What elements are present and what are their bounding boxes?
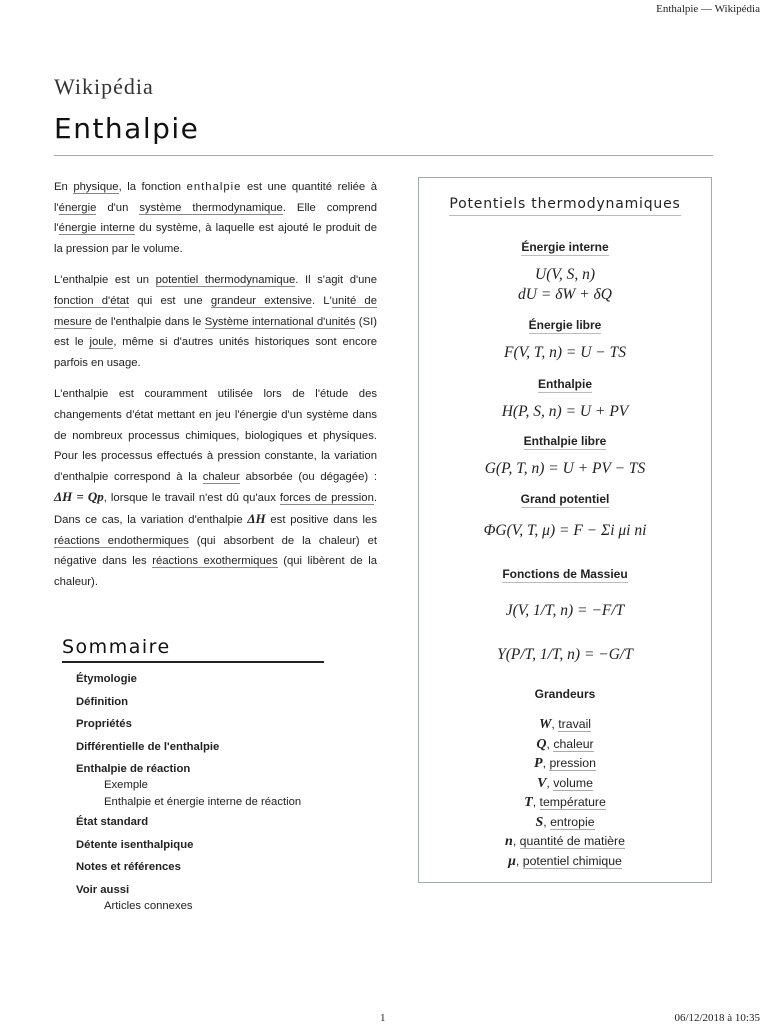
formula-delta-h-qp: ΔH = Qp	[54, 489, 104, 505]
infobox-heading-grand-potentiel[interactable]: Grand potentiel	[520, 492, 610, 506]
quantity-item: S, entropie	[535, 814, 595, 830]
formula-enthalpie-libre: G(P, T, n) = U + PV − TS	[484, 460, 646, 477]
quantity-item: P, pression	[534, 756, 596, 771]
toc-subitem-articles-connexes[interactable]: Articles connexes	[104, 899, 193, 912]
page-number: 1	[380, 1012, 386, 1024]
formula-delta-h: ΔH	[247, 510, 266, 526]
link-entropie[interactable]: entropie	[550, 814, 595, 829]
link-travail[interactable]: travail	[558, 717, 592, 731]
quantity-item: n, quantité de matière	[505, 834, 625, 849]
link-volume[interactable]: volume	[553, 775, 593, 790]
link-reactions-exothermiques[interactable]: réactions exothermiques	[152, 555, 278, 568]
toc-item-voir-aussi[interactable]	[76, 882, 324, 915]
formula-energie-interne: U(V, S, n)	[535, 266, 595, 283]
toc-title: Sommaire	[62, 636, 324, 663]
paragraph-intro: En physique, la fonction enthalpie est une quantité reliée à l'énergie d'un système thermodynamique. Elle comprend l'énergie interne du système, à laquelle est ajouté le produit de la pression par le volume.	[54, 181, 377, 255]
quantity-item: μ, potentiel chimique	[508, 853, 622, 869]
link-systeme-thermodynamique[interactable]: système thermodynamique	[139, 201, 283, 214]
link-joule[interactable]: joule	[89, 336, 114, 349]
toc-item-notes-references[interactable]: Notes et références	[76, 861, 181, 873]
toc-item-detente-isenthalpique[interactable]: Détente isenthalpique	[76, 838, 194, 851]
formula-massieu-y: Y(P/T, 1/T, n) = −G/T	[497, 646, 633, 663]
paragraph-potentiel: L'enthalpie est un potentiel thermodynamique. Il s'agit d'une fonction d'état qui est une grandeur extensive. L'unité de mesure de l'enthalpie dans le Système international d'unités (SI) est le joule, même si d'autres unités historiques sont encore parfois en usage.	[54, 274, 377, 369]
print-date: 06/12/2018 à 10:35	[674, 1012, 760, 1024]
infobox-heading-grandeurs: Grandeurs	[534, 687, 596, 701]
quantity-item: W, travail	[538, 717, 592, 732]
link-fonction-etat[interactable]: fonction d'état	[54, 294, 130, 307]
toc-item-etat-standard[interactable]: État standard	[76, 816, 149, 828]
link-chaleur[interactable]: chaleur	[202, 470, 240, 483]
quantity-symbol: μ	[508, 853, 516, 869]
formula-grand-potentiel: ΦG(V, T, μ) = F − Σi μi ni	[483, 522, 647, 539]
quantity-item: V, volume	[537, 775, 593, 791]
link-unite-de-mesure[interactable]: unité de mesure	[54, 294, 377, 328]
toc-list	[62, 671, 324, 914]
link-temperature[interactable]: température	[539, 795, 606, 809]
link-reactions-endothermiques[interactable]: réactions endothermiques	[54, 534, 189, 547]
link-grandeur-extensive[interactable]: grandeur extensive	[210, 294, 312, 307]
toc-item-label: Voir aussi	[76, 883, 130, 896]
infobox-title[interactable]: Potentiels thermodynamiques	[449, 196, 680, 216]
print-header-title: Enthalpie — Wikipédia	[656, 3, 760, 15]
article-body	[54, 177, 377, 603]
quantity-symbol: W	[538, 717, 552, 732]
quantity-symbol: V	[537, 775, 547, 791]
quantity-item: Q, chaleur	[536, 736, 594, 752]
quantities-list	[419, 715, 711, 871]
wikipedia-logo[interactable]: Wikipédia	[54, 74, 154, 99]
toc-item-enthalpie-de-reaction[interactable]	[76, 761, 324, 810]
link-chaleur-infobox[interactable]: chaleur	[553, 736, 594, 751]
link-quantite-matiere[interactable]: quantité de matière	[519, 834, 625, 848]
quantity-symbol: P	[534, 756, 543, 771]
toc-item-differentielle[interactable]: Différentielle de l'enthalpie	[76, 740, 220, 753]
link-energie[interactable]: énergie	[58, 201, 97, 214]
quantity-symbol: S	[535, 814, 544, 830]
infobox-heading-enthalpie[interactable]: Enthalpie	[537, 377, 592, 391]
link-forces-de-pression[interactable]: forces de pression	[279, 492, 374, 505]
table-of-contents	[62, 636, 324, 921]
infobox-heading-enthalpie-libre[interactable]: Enthalpie libre	[523, 434, 607, 448]
quantity-symbol: T	[524, 795, 533, 810]
formula-massieu-j: J(V, 1/T, n) = −F/T	[505, 602, 625, 619]
infobox-potentiels	[418, 177, 712, 883]
link-systeme-international[interactable]: Système international d'unités	[204, 315, 356, 328]
quantity-symbol: Q	[536, 736, 547, 752]
toc-item-definition[interactable]: Définition	[76, 695, 129, 708]
paragraph-usage: L'enthalpie est couramment utilisée lors de l'étude des changements d'état mettant en jeu l'énergie d'un système dans de nombreux processus chimiques, biologiques et physiques. Pour les processus effectués à pression constante, la variation d'enthalpie correspond à la chaleur absorbée (ou dégagée) : ΔH = Qp, lorsque le travail n'est dû qu'aux forces de pression. Dans ce cas, la variation d'enthalpie ΔH est positive dans les réactions endothermiques (qui absorbent de la chaleur) et négative dans les réactions exothermiques (qui libèrent de la chaleur).	[54, 388, 377, 588]
toc-subitem-energie-interne-reaction[interactable]: Enthalpie et énergie interne de réaction	[104, 795, 302, 808]
link-pression[interactable]: pression	[549, 756, 596, 770]
toc-item-etymologie[interactable]: Étymologie	[76, 673, 137, 685]
toc-item-label: Enthalpie de réaction	[76, 763, 191, 775]
link-potentiel-thermodynamique[interactable]: potentiel thermodynamique	[155, 274, 296, 287]
infobox-heading-massieu[interactable]: Fonctions de Massieu	[502, 567, 628, 581]
formula-energie-libre: F(V, T, n) = U − TS	[504, 344, 626, 361]
title-divider	[54, 155, 713, 156]
toc-item-proprietes[interactable]: Propriétés	[76, 718, 132, 730]
infobox-heading-energie-libre[interactable]: Énergie libre	[528, 318, 602, 332]
formula-du: dU = δW + δQ	[518, 286, 612, 303]
quantity-item: T, température	[524, 795, 606, 810]
link-energie-interne[interactable]: énergie interne	[58, 222, 136, 235]
formula-enthalpie: H(P, S, n) = U + PV	[501, 403, 629, 420]
infobox-heading-energie-interne[interactable]: Énergie interne	[521, 240, 609, 254]
toc-subitem-exemple[interactable]: Exemple	[104, 779, 148, 791]
page-title: Enthalpie	[54, 112, 200, 145]
quantity-symbol: n	[505, 834, 513, 849]
link-physique[interactable]: physique	[73, 181, 119, 193]
term-enthalpie: enthalpie	[186, 181, 242, 193]
link-potentiel-chimique[interactable]: potentiel chimique	[522, 853, 622, 868]
